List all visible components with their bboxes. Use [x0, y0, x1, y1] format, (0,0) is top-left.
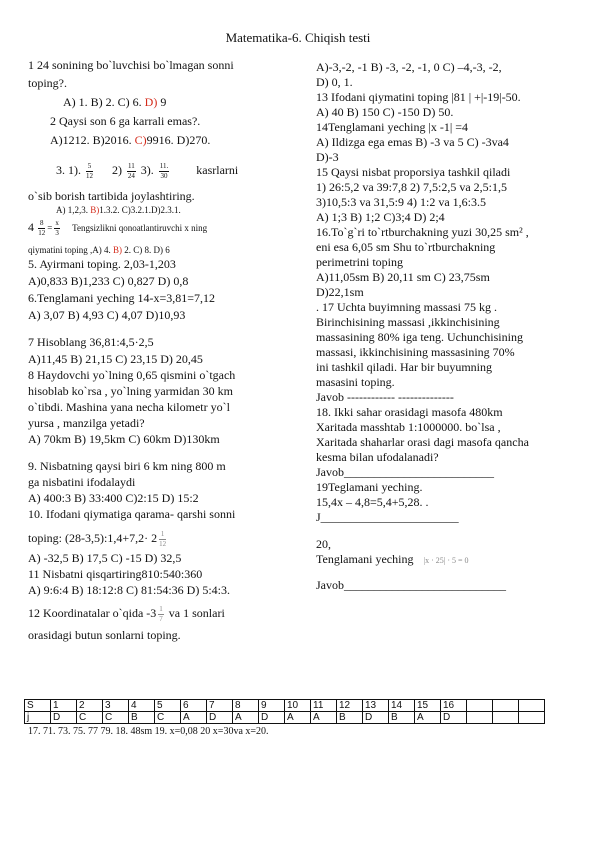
question-20-line-1: 20, — [316, 537, 331, 551]
fraction: $\frac{11.}{30}$ — [159, 161, 169, 180]
answer-line-19: J_______________________ — [316, 510, 459, 524]
answer-key-cell: C — [103, 712, 129, 724]
question-16-line-2: eni esa 6,05 sm Shu to`rtburchakning — [316, 240, 496, 254]
question-17-line-3: massasining 80% iga teng. Uchunchisining — [316, 330, 523, 344]
question-17-line-5: ini tashkil qiladi. Har bir buyumning — [316, 360, 492, 374]
question-11-line-1: 11 Nisbatni qisqartiring810:540:360 — [28, 567, 203, 581]
question-12-options-cont: D) 0, 1. — [316, 75, 353, 89]
fraction: $\frac{1}{12}$ — [159, 529, 167, 548]
answer-line-20: Javob___________________________ — [316, 578, 506, 592]
question-12-line-1: 12 Koordinatalar o`qida -3 $\frac{1}{7}$ va 1 sonlari — [28, 604, 225, 623]
question-1-line-1: 1 24 sonining bo`luvchisi bo`lmagan sonni — [28, 58, 234, 72]
question-20-line-2: Tenglamani yeching |x · 25| · 5 = 0 — [316, 552, 469, 566]
question-7-line-1: 7 Hisoblang 36,81:4,5·2,5 — [28, 335, 154, 349]
answer-key-cell — [467, 712, 493, 724]
fraction: $\frac{8}{12}$ — [38, 219, 46, 238]
question-9-line-2: ga nisbatini ifodalaydi — [28, 475, 136, 489]
fraction: $\frac{11}{24}$ — [127, 161, 135, 180]
marked-answer: C) — [134, 133, 147, 147]
answer-key-header-row — [25, 700, 545, 712]
answer-key-cell: B — [129, 712, 155, 724]
question-2-line-1: 2 Qaysi son 6 ga karrali emas?. — [50, 114, 201, 128]
answer-key-cell: D — [207, 712, 233, 724]
answer-key-answer-row — [25, 712, 545, 724]
question-17-line-6: masasini toping. — [316, 375, 395, 389]
question-7-options: A)11,45 B) 21,15 C) 23,15 D) 20,45 — [28, 352, 203, 366]
question-16-line-1: 16.To`g`ri to`rtburchakning yuzi 30,25 sm² , — [316, 225, 529, 239]
answer-key-cell: B — [337, 712, 363, 724]
question-8-options: A) 70km B) 19,5km C) 60km D)130km — [28, 432, 220, 446]
answer-key-cell: 4 — [129, 700, 155, 712]
question-16-line-3: perimetrini toping — [316, 255, 403, 269]
answer-key-cell: B — [389, 712, 415, 724]
answer-key-cell: 13 — [363, 700, 389, 712]
answer-key-cell — [519, 712, 545, 724]
question-13-options: A) 40 B) 150 C) -150 D) 50. — [316, 105, 454, 119]
answer-key-table — [24, 699, 545, 724]
question-17-line-4: massasi, ikkinchisining massasining 70% — [316, 345, 515, 359]
answer-key-cell: D — [363, 712, 389, 724]
answer-line-17: Javob ------------ -------------- — [316, 390, 454, 404]
answer-key-cell: 12 — [337, 700, 363, 712]
answer-key-cell: D — [51, 712, 77, 724]
question-18-line-3: Xaritada shaharlar orasi dagi masofa qancha — [316, 435, 529, 449]
answer-key-cell: D — [441, 712, 467, 724]
answer-key-cell — [493, 700, 519, 712]
question-16-options: A)11,05sm B) 20,11 sm C) 23,75sm — [316, 270, 490, 284]
footer-answers: 17. 71. 73. 75. 77 79. 18. 48sm 19. x=0,08 20 x=30va x=20. — [28, 726, 269, 737]
question-12-options: A)-3,-2, -1 B) -3, -2, -1, 0 C) –4,-3, -2, — [316, 60, 502, 74]
fraction: $\frac{1}{7}$ — [159, 604, 163, 623]
answer-key-cell: 16 — [441, 700, 467, 712]
answer-key-cell: 8 — [233, 700, 259, 712]
answer-key-cell: 1 — [51, 700, 77, 712]
answer-key-cell: A — [311, 712, 337, 724]
question-18-line-4: kesma bilan ufodalanadi? — [316, 450, 439, 464]
question-6-line-1: 6.Tenglamani yeching 14-x=3,81=7,12 — [28, 291, 215, 305]
question-8-line-1: 8 Haydovchi yo`lning 0,65 qismini o`tgach — [28, 368, 236, 382]
question-1-options: A) 1. B) 2. C) 6. D) 9 — [63, 95, 167, 109]
answer-key-cell: D — [259, 712, 285, 724]
answer-key-cell: 2 — [77, 700, 103, 712]
question-18-line-2: Xaritada masshtab 1:1000000. bo`lsa , — [316, 420, 501, 434]
answer-key-cell: 15 — [415, 700, 441, 712]
question-14-line-1: 14Tenglamani yeching |x -1| =4 — [316, 120, 469, 134]
question-6-options: A) 3,07 B) 4,93 C) 4,07 D)10,93 — [28, 308, 186, 322]
question-18-line-1: 18. Ikki sahar orasidagi masofa 480km — [316, 405, 503, 419]
answer-line-18: Javob_________________________ — [316, 465, 494, 479]
question-13-line-1: 13 Ifodani qiymatini toping |81 | +|-19|-50. — [316, 90, 521, 104]
question-15-line-3: 3)10,5:3 va 31,5:9 4) 1:2 va 1,6:3.5 — [316, 195, 486, 209]
answer-key-cell — [467, 700, 493, 712]
answer-key-cell: 3 — [103, 700, 129, 712]
question-11-options: A) 9:6:4 B) 18:12:8 C) 81:54:36 D) 5:4:3. — [28, 583, 230, 597]
question-19-line-2: 15,4x – 4,8=5,4+5,28. . — [316, 495, 429, 509]
question-12-line-2: orasidagi butun sonlarni toping. — [28, 628, 181, 642]
question-10-line-2: toping: (28-3,5):1,4+7,2· 2 $\frac{1}{12}$ — [28, 529, 167, 548]
question-4-line-1: 4 $\frac{8}{12}$ = $\frac{x}{3}$ Tengsizliknі qonoatlantiruvchi x ning — [28, 219, 208, 238]
answer-key-cell: 7 — [207, 700, 233, 712]
question-15-line-1: 15 Qaysi nisbat proporsiya tashkil qiladi — [316, 165, 511, 179]
left-column — [28, 58, 300, 643]
marked-answer: D) — [144, 95, 158, 109]
answer-key-cell: 6 — [181, 700, 207, 712]
question-9-options: A) 400:3 B) 33:400 C)2:15 D) 15:2 — [28, 491, 199, 505]
question-1-line-2: toping?. — [28, 76, 67, 90]
question-8-line-3: o`tibdi. Mashina yana necha kilometr yo`l — [28, 400, 230, 414]
question-14-options: A) Ildizga ega emas B) -3 va 5 C) -3va4 — [316, 135, 509, 149]
marked-answer: B) — [90, 205, 100, 215]
question-19-line-1: 19Teglamani yeching. — [316, 480, 423, 494]
question-5-line-1: 5. Ayirmani toping. 2,03-1,203 — [28, 257, 176, 271]
answer-key-cell: C — [155, 712, 181, 724]
right-column — [316, 60, 586, 593]
answer-key-cell: A — [181, 712, 207, 724]
fraction: $\frac{x}{3}$ — [55, 219, 59, 238]
answer-key-cell: A — [285, 712, 311, 724]
question-8-line-2: hisoblab ko`rsa , yo`lning yarmidan 30 km — [28, 384, 233, 398]
answer-key-cell: 11 — [311, 700, 337, 712]
question-17-line-1: . 17 Uchta buyimning massasi 75 kg . — [316, 300, 497, 314]
fraction: $\frac{5}{12}$ — [86, 161, 93, 180]
question-9-line-1: 9. Nisbatning qaysi biri 6 km ning 800 m — [28, 459, 226, 473]
question-2-options: A)1212. B)2016. C)9916. D)270. — [50, 133, 211, 147]
answer-key-cell: S — [25, 700, 51, 712]
question-15-line-2: 1) 26:5,2 va 39:7,8 2) 7,5:2,5 va 2,5:1,5 — [316, 180, 507, 194]
question-10-options: A) -32,5 B) 17,5 C) -15 D) 32,5 — [28, 551, 182, 565]
answer-key-cell — [493, 712, 519, 724]
answer-key-cell: A — [233, 712, 259, 724]
marked-answer: B) — [113, 245, 122, 255]
page-title: Matematika-6. Chiqish testi — [225, 30, 371, 45]
question-3-line-1: 3. 1). $\frac{5}{12}$ 2) $\frac{11}{24}$ 3). $\frac{11.}{30}$ kasrlarni — [56, 161, 239, 180]
question-3-line-2: o`sib borish tartibida joylashtiring. — [28, 189, 195, 203]
question-14-options-cont: D)-3 — [316, 150, 339, 164]
question-4-options: qiymatini toping ,A) 4. B) 2. C) 8. D) 6 — [28, 245, 170, 255]
answer-key-cell: A — [415, 712, 441, 724]
answer-key-cell — [519, 700, 545, 712]
question-10-line-1: 10. Ifodani qiymatiga qarama- qarshi sonni — [28, 507, 236, 521]
answer-key-cell: 14 — [389, 700, 415, 712]
question-3-options: A) 1,2,3. B)1.3.2. C)3.2.1.D)2.3.1. — [56, 205, 181, 215]
answer-key-cell: 5 — [155, 700, 181, 712]
answer-key-cell: C — [77, 712, 103, 724]
question-15-options: A) 1;3 B) 1;2 C)3;4 D) 2;4 — [316, 210, 445, 224]
answer-key-cell: j — [25, 712, 51, 724]
equation: |x · 25| · 5 = 0 — [423, 556, 469, 565]
question-17-line-2: Birinchisining massasi ,ikkinchisining — [316, 315, 500, 329]
question-5-options: A)0,833 B)1,233 C) 0,827 D) 0,8 — [28, 274, 189, 288]
answer-key-cell: 9 — [259, 700, 285, 712]
answer-key-cell: 10 — [285, 700, 311, 712]
question-16-options-cont: D)22,1sm — [316, 285, 364, 299]
question-8-line-4: yursa , manzilga yetadi? — [28, 416, 145, 430]
